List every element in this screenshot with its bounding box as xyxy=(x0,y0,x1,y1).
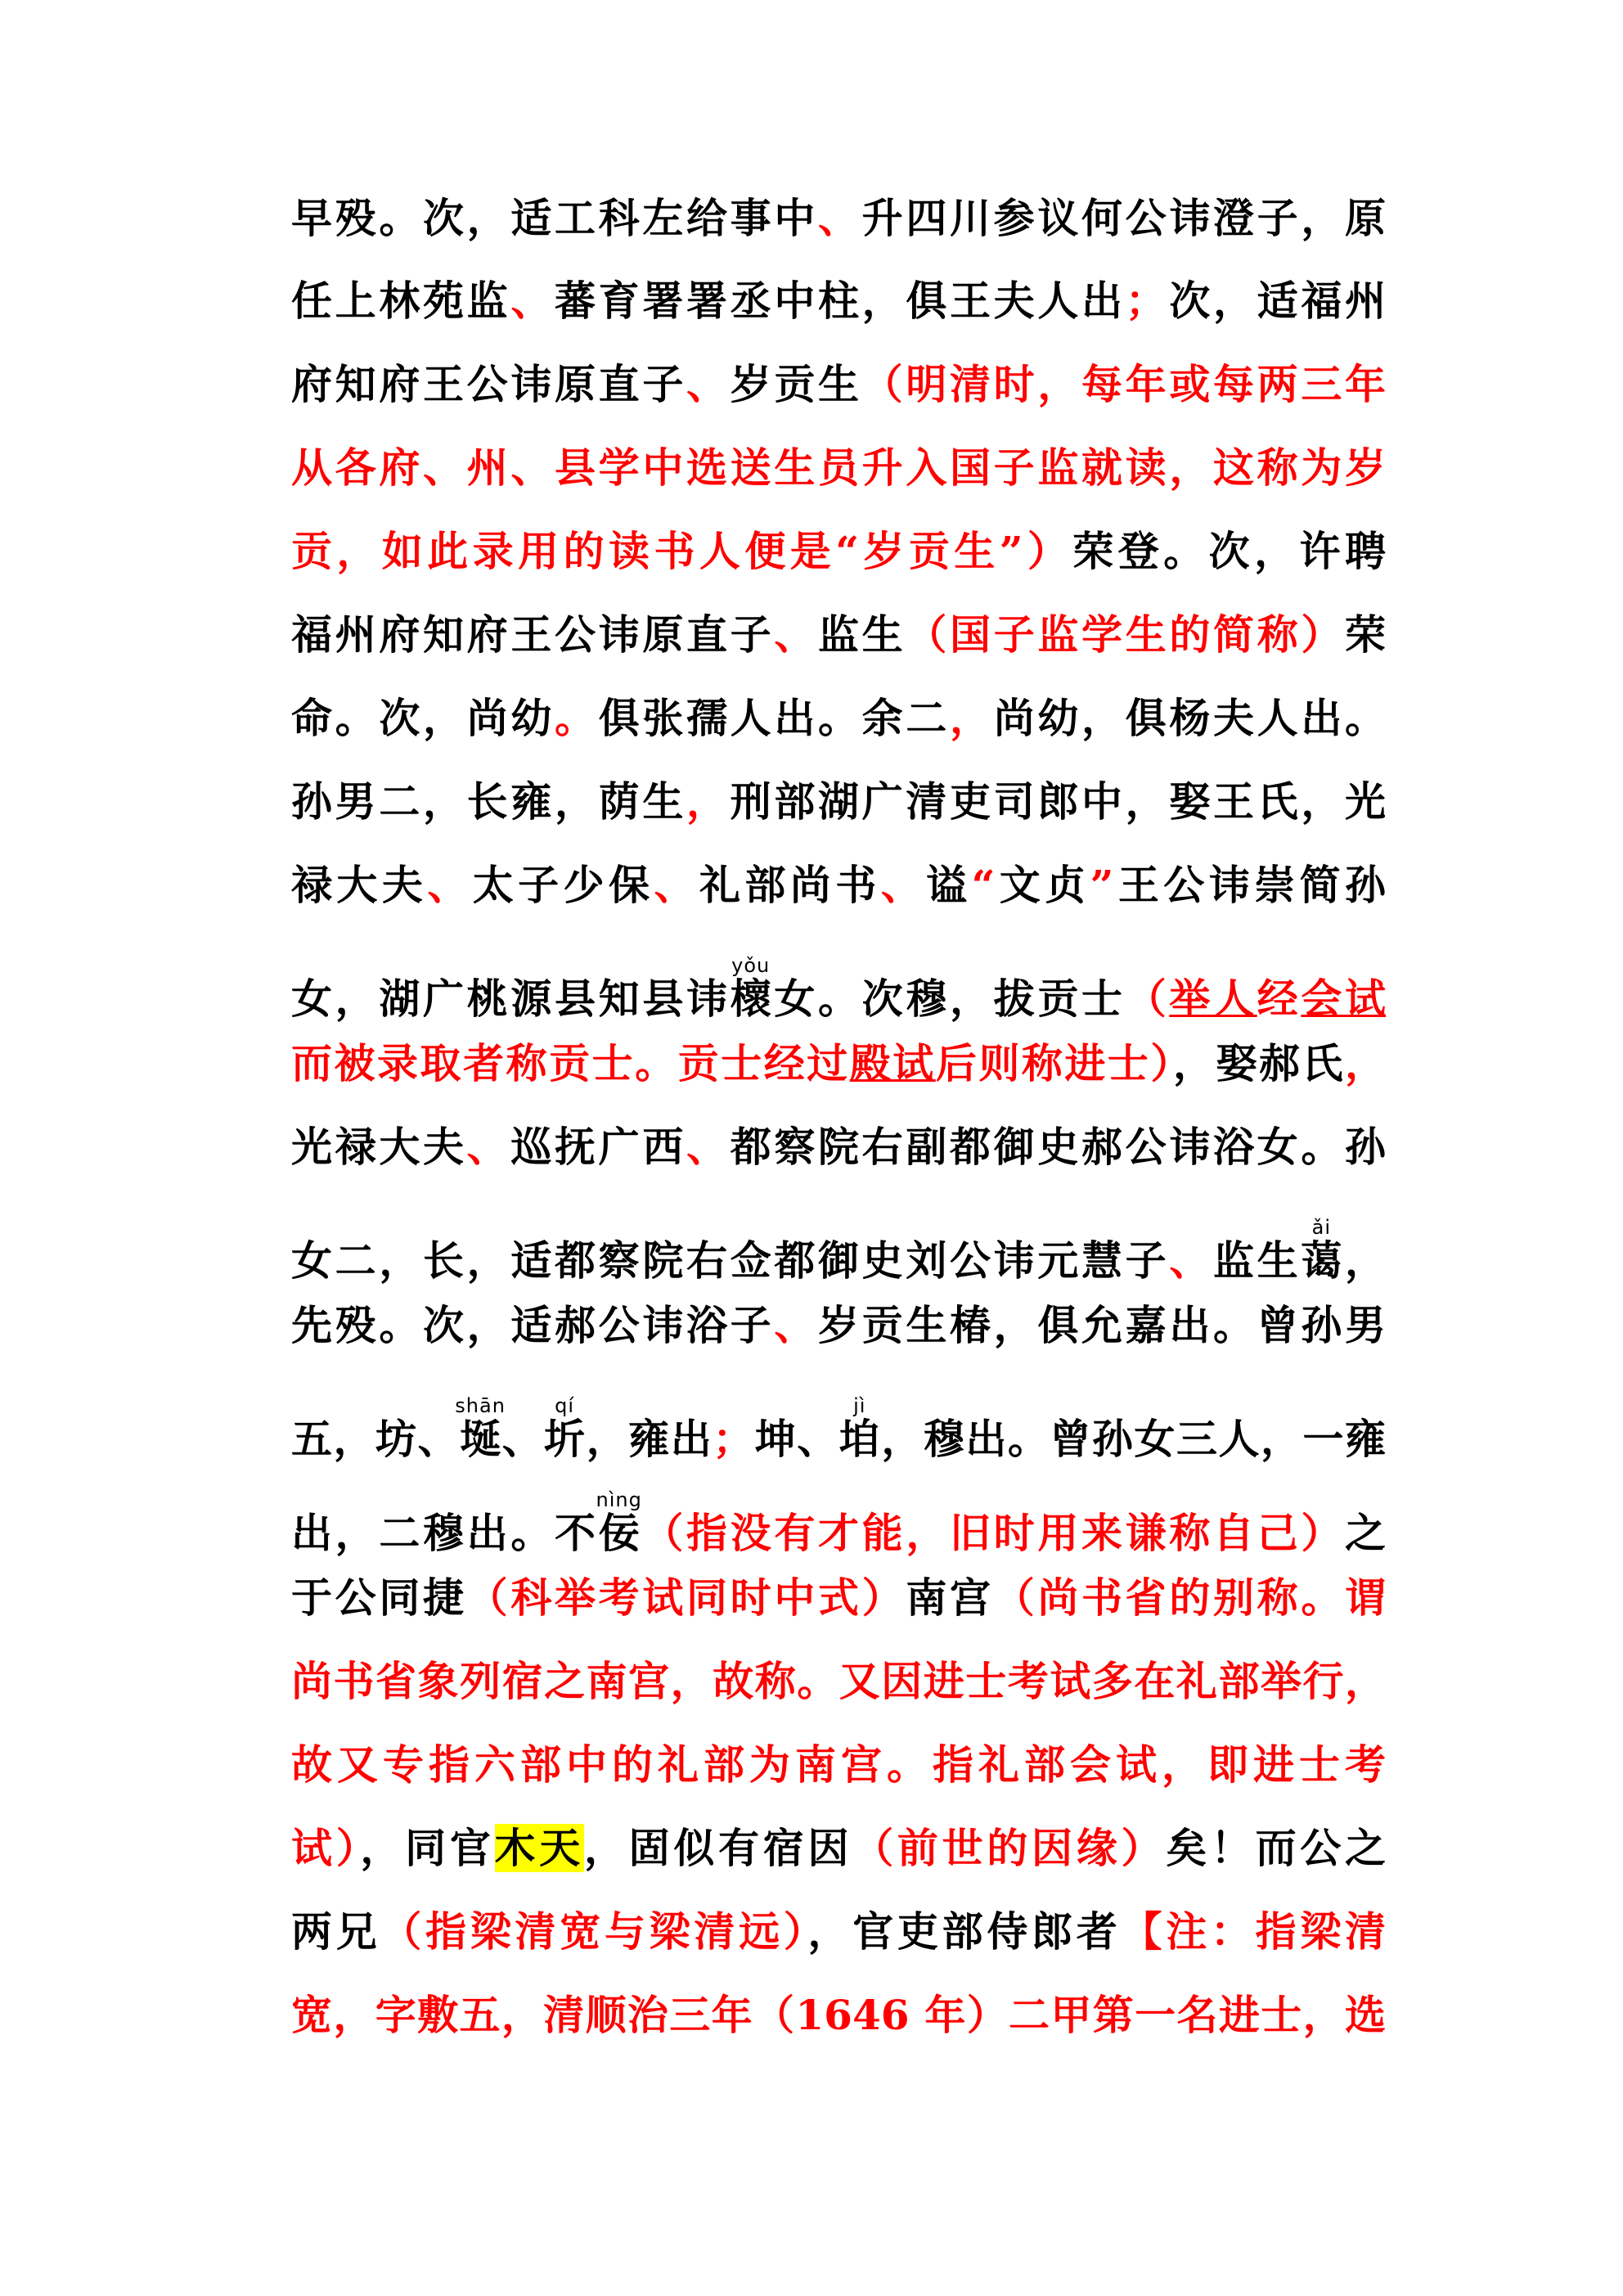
text-line xyxy=(291,361,1386,451)
annotation-text: ” xyxy=(1090,861,1114,909)
annotation-text: 、 xyxy=(510,277,555,325)
annotation-text: （指没有才能，旧时用来谦称自己） xyxy=(639,1509,1345,1557)
text-segment: ，穆出。曾孙女三人，一雍 xyxy=(881,1415,1387,1463)
annotation-text: ； xyxy=(713,1415,754,1463)
text-segment: 之 xyxy=(1345,1509,1386,1557)
annotation-text: （明清时，每年或每两三年 xyxy=(861,360,1387,408)
text-line xyxy=(291,1218,1386,1308)
pinyin-annotation: nìng xyxy=(596,1488,642,1511)
text-segment: 都察院右副都御史郝公讳浴女。孙 xyxy=(730,1123,1387,1171)
text-line xyxy=(291,954,1387,1047)
text-segment: 次，适福州 xyxy=(1166,277,1387,325)
annotation-text: （科举考试同时中式） xyxy=(466,1573,906,1622)
annotation-text: ， xyxy=(1345,1039,1387,1087)
annotation-text: 、 xyxy=(686,360,731,408)
text-segment: ，雍出 xyxy=(586,1415,713,1463)
text-segment: 礼部尚书 xyxy=(699,861,881,909)
text-line xyxy=(291,1658,1386,1748)
annotation-text: 试） xyxy=(291,1824,361,1872)
annotation-text: 、 xyxy=(427,861,473,909)
text-segment: 巡抚广西 xyxy=(510,1123,687,1171)
text-line xyxy=(291,444,1386,534)
text-segment: 太子少保 xyxy=(472,861,654,909)
text-segment: 府知府王公讳原直子 xyxy=(291,360,686,408)
text-segment: 任上林苑监 xyxy=(291,277,511,325)
text-segment: 命。次，尚幼 xyxy=(291,694,555,742)
annotated-character: 垍jì xyxy=(838,1394,882,1463)
text-line xyxy=(291,611,1386,701)
annotation-text: “ xyxy=(971,861,996,909)
text-line xyxy=(291,695,1386,785)
annotation-text: 、 xyxy=(466,1123,511,1171)
text-line xyxy=(291,1908,1386,1998)
annotation-text: ， xyxy=(686,777,731,826)
text-segment: 坤、 xyxy=(753,1415,839,1463)
text-segment: 女二，长，适都察院右佥都御史刘公讳元慧子 xyxy=(291,1236,1170,1285)
text-segment: 女。次穆，拔贡士 xyxy=(774,975,1126,1023)
text-line xyxy=(291,862,1386,952)
text-line xyxy=(291,1394,1387,1487)
annotated-character: 櫰yǒu xyxy=(730,954,775,1023)
text-segment: 荣登。次，许聘 xyxy=(1072,527,1386,575)
pinyin-annotation: ǎi xyxy=(1301,1216,1342,1239)
annotation-text: 从各府、州、县学中选送生员升入国子监就读，这称为岁 xyxy=(291,443,1386,492)
text-line xyxy=(291,1040,1386,1130)
text-segment: 王公讳崇简孙 xyxy=(1113,861,1387,909)
annotation-text: 、 xyxy=(654,861,699,909)
highlighted-term: 木天 xyxy=(494,1824,584,1872)
annotated-character: 佞nìng xyxy=(596,1488,642,1557)
text-segment: 荣 xyxy=(1345,610,1387,659)
annotation-text: （前世的因缘） xyxy=(852,1824,1167,1872)
annotation-text: 、 xyxy=(818,194,862,242)
annotation-text: 故又专指六部中的礼部为南宫。指礼部会试，即进士考 xyxy=(291,1740,1386,1789)
text-segment: 尚幼，俱杨夫人出。 xyxy=(993,694,1387,742)
text-line xyxy=(291,1992,1386,2082)
text-segment: ，娶郝氏 xyxy=(1172,1039,1346,1087)
text-segment: 南宫 xyxy=(906,1573,994,1622)
text-segment: 光禄大夫 xyxy=(291,1123,467,1171)
text-segment: 出，二穆出。不 xyxy=(291,1509,599,1557)
text-line xyxy=(291,1574,1386,1664)
text-line xyxy=(291,778,1386,868)
text-segment: 文贞 xyxy=(995,861,1090,909)
text-line xyxy=(291,277,1386,367)
text-segment: ， xyxy=(1345,1236,1387,1285)
text-segment: 刑部湖广清吏司郎中，娶王氏，光 xyxy=(730,777,1387,826)
annotation-text: 。 xyxy=(555,694,599,742)
text-segment: 矣！而公之 xyxy=(1166,1824,1387,1872)
pinyin-annotation: shān xyxy=(455,1394,506,1417)
annotation-text: ； xyxy=(1125,277,1167,325)
text-line xyxy=(291,1302,1386,1392)
annotation-text: （指梁清宽与梁清远） xyxy=(380,1907,808,1956)
text-segment: 蕃育署署丞中柱，俱王夫人出 xyxy=(555,277,1126,325)
text-segment: 禄大夫 xyxy=(291,861,428,909)
annotation-text: 贡，如此录用的读书人便是“岁贡生”） xyxy=(291,527,1073,575)
text-segment: 、 xyxy=(501,1415,545,1463)
text-segment: 岁贡生 xyxy=(730,360,862,408)
annotation-text: 后则称进士） xyxy=(935,1039,1173,1087)
text-segment: 两兄 xyxy=(291,1907,381,1956)
annotation-text: 尚书省象列宿之南宫，故称。又因进士考试多在礼部举行， xyxy=(291,1657,1386,1705)
annotation-text: 【注：指梁清 xyxy=(1121,1907,1387,1956)
annotation-text: 、 xyxy=(686,1123,731,1171)
pinyin-annotation: jì xyxy=(838,1394,880,1417)
annotation-text: 经 xyxy=(1257,975,1302,1023)
text-line xyxy=(291,1741,1386,1831)
text-segment: 早殁。次，适工科左给事中 xyxy=(291,194,818,242)
annotation-text: （国子监学生的简称） xyxy=(906,610,1346,659)
text-segment: ，固似有宿因 xyxy=(583,1824,853,1872)
text-segment: 监生 xyxy=(1213,1236,1302,1285)
text-line xyxy=(291,195,1386,285)
underlined-term: 会试 xyxy=(1301,975,1387,1023)
text-segment: 升四川参议何公讳澄子，原 xyxy=(861,194,1387,242)
text-segment: ，官吏部侍郎者 xyxy=(807,1907,1122,1956)
text-segment: 孙男二，长雍，荫生 xyxy=(291,777,686,826)
text-segment: 五，坊、 xyxy=(291,1415,461,1463)
text-segment: 俱张孺人出。余二 xyxy=(598,694,951,742)
text-segment: ，同官 xyxy=(360,1824,495,1872)
annotated-character: 蔼ǎi xyxy=(1301,1216,1346,1285)
text-segment: 监生 xyxy=(818,610,906,659)
text-segment: 于公同捷 xyxy=(291,1573,467,1622)
text-line xyxy=(291,1825,1386,1915)
text-line xyxy=(291,1123,1386,1213)
annotation-text: （ xyxy=(1125,975,1170,1023)
text-segment: 先殁。次，适郝公讳浴子 xyxy=(291,1301,775,1349)
annotation-text: 宽，字敷五，清顺治三年（1646 年）二甲第一名进士，选 xyxy=(291,1991,1386,2039)
annotation-text: 、 xyxy=(1169,1236,1214,1285)
annotated-character: 埏shān xyxy=(455,1394,506,1463)
text-segment: 女，湖广桃源县知县讳 xyxy=(291,975,731,1023)
text-segment: 岁贡生椿，俱允嘉出。曾孙男 xyxy=(818,1301,1387,1349)
text-segment: 福州府知府王公讳原直子 xyxy=(291,610,775,659)
underlined-term: 举人 xyxy=(1169,975,1257,1023)
underlined-term: 殿试 xyxy=(849,1039,936,1087)
pinyin-annotation: qí xyxy=(544,1394,586,1417)
annotation-text: 、 xyxy=(774,1301,819,1349)
text-segment: 谥 xyxy=(926,861,972,909)
annotated-character: 圻qí xyxy=(544,1394,587,1463)
annotation-text: 、 xyxy=(774,610,819,659)
annotation-text: （尚书省的别称。谓 xyxy=(993,1573,1387,1622)
annotation-text: ， xyxy=(950,694,994,742)
annotation-text: 、 xyxy=(880,861,927,909)
pinyin-annotation: yǒu xyxy=(730,954,771,977)
annotation-text: 而被录取者称贡士。贡士经过 xyxy=(291,1039,850,1087)
text-line xyxy=(291,1488,1386,1581)
text-line xyxy=(291,528,1386,618)
